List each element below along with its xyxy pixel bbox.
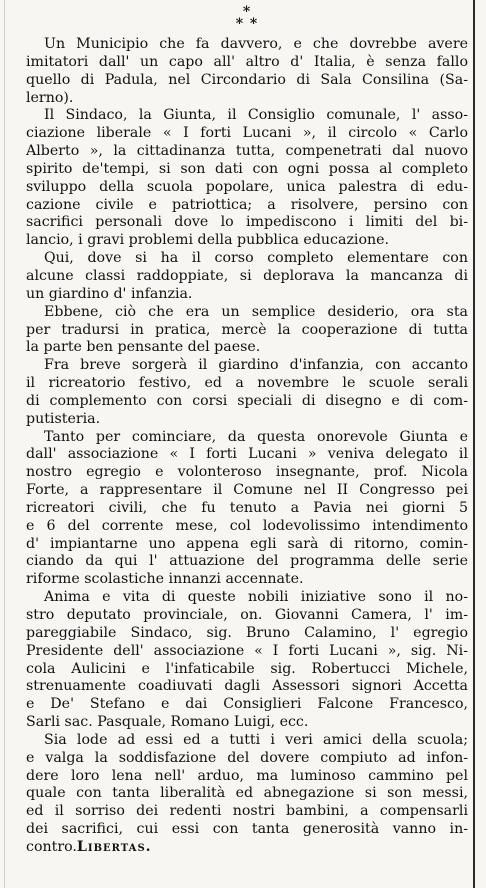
text-line: un giardino d' infanzia. xyxy=(26,285,193,302)
text-line: Sia lode ad essi ed a tutti i veri amici della scuola; xyxy=(44,731,468,748)
paragraph xyxy=(26,589,468,732)
column-rule xyxy=(473,0,475,888)
text-line: di complemento con corsi speciali di disegno e di com- xyxy=(26,392,468,409)
text-line: alcune classi raddoppiate, si deplorava la mancanza di xyxy=(26,267,468,284)
text-line: Un Municipio che fa davvero, e che dovrebbe avere xyxy=(44,36,468,52)
text-line: cazione civile e patriottica; a risolvere, persino con xyxy=(26,196,468,213)
text-line: ciando da qui l' attuazione del programma delle serie xyxy=(26,553,468,570)
paragraph xyxy=(26,304,468,358)
text-line: Sarli sac. Pasquale, Romano Luigi, ecc. xyxy=(26,714,309,731)
text-line: dei sacrifici, cui essi con tanta generosità vanno in- xyxy=(26,821,468,838)
text-line: Il Sindaco, la Giunta, il Consiglio comunale, l' asso- xyxy=(44,107,468,124)
text-line: Forte, a rappresentare il Comune nel II Congresso pei xyxy=(26,482,468,499)
closing-text: contro. xyxy=(26,838,77,855)
article-body xyxy=(26,36,468,857)
text-line: stro deputato provinciale, on. Giovanni Camera, l' im- xyxy=(26,607,468,623)
text-line: e De' Stefano e dai Consiglieri Falcone Francesco, xyxy=(26,696,468,713)
paragraph xyxy=(26,732,468,857)
text-line: Fra breve sorgerà il giardino d'infanzia, con accanto xyxy=(44,357,468,374)
text-line: Presidente dell' associazione « I forti Lucani », sig. Ni- xyxy=(26,642,468,659)
paragraph xyxy=(26,250,468,304)
text-line: Qui, dove si ha il corso completo elementare con xyxy=(44,250,468,267)
text-line: dall' associazione « I forti Lucani » veniva delegato il xyxy=(26,446,468,463)
text-line: nostro egregio e volonteroso insegnante, prof. Nicola xyxy=(26,464,468,481)
paragraph xyxy=(26,429,468,590)
text-line: lerno). xyxy=(26,89,74,106)
signature: Libertas. xyxy=(76,838,152,855)
text-line: riforme scolastiche innanzi accennate. xyxy=(26,571,304,588)
text-line: Alberto », la cittadinanza tutta, compenetrati dal nuovo xyxy=(26,143,468,160)
text-line: la parte ben pensante del paese. xyxy=(26,339,261,356)
text-line: imitatori dall' un capo all' altro d' Italia, è senza fallo xyxy=(26,53,468,70)
text-line: il ricreatorio festivo, ed a novembre le scuole serali xyxy=(26,375,468,392)
text-line: e 6 del corrente mese, col lodevolissimo intendimento xyxy=(26,517,468,534)
left-edge-line xyxy=(4,0,5,888)
paragraph xyxy=(26,36,468,107)
text-line: putisteria. xyxy=(26,410,101,427)
paragraph xyxy=(26,107,468,250)
text-line: sacrifici personali dove lo impediscono i limiti del bi- xyxy=(26,214,468,231)
text-line: strenuamente coadiuvati dagli Assessori signori Accetta xyxy=(26,678,468,695)
text-line: cola Aulicini e l'infaticabile sig. Robertucci Michele, xyxy=(26,660,468,677)
text-line: Tanto per cominciare, da questa onorevole Giunta e xyxy=(44,428,468,445)
paragraph xyxy=(26,357,468,428)
closing-line xyxy=(26,839,468,857)
text-line: Anima e vita di queste nobili iniziative sono il no- xyxy=(44,589,468,606)
text-line: lancio, i gravi problemi della pubblica educazione. xyxy=(26,232,390,249)
text-line: quale con tanta liberalità ed abnegazione si son messi, xyxy=(26,785,468,802)
text-line: quello di Padula, nel Circondario di Sala Consilina (Sa- xyxy=(26,71,468,88)
text-line: e valga la soddisfazione del dovere compiuto ad infon- xyxy=(26,749,468,766)
asterism-separator xyxy=(26,6,468,30)
text-line: ciazione liberale « I forti Lucani », il circolo « Carlo xyxy=(26,125,468,142)
text-line: per tradursi in pratica, mercè la cooperazione di tutta xyxy=(26,321,468,338)
text-line: dere loro lena nell' arduo, ma luminoso cammino pel xyxy=(26,767,468,784)
asterism-top: * xyxy=(242,4,252,20)
text-line: d' impiantarne uno appena egli sarà di ritorno, comin- xyxy=(26,535,468,552)
text-line: ricreatori civili, che fu tenuto a Pavia nei giorni 5 xyxy=(26,499,468,516)
text-line: ed il sorriso dei redenti nostri bambini, a compensarli xyxy=(26,803,468,820)
text-line: Ebbene, ciò che era un semplice desiderio, ora sta xyxy=(44,303,468,320)
text-line: sviluppo della scuola popolare, unica palestra di edu- xyxy=(26,178,468,195)
text-line: pareggiabile Sindaco, sig. Bruno Calamino, l' egregio xyxy=(26,624,468,641)
asterism-bottom: * * xyxy=(235,16,259,32)
text-line: spirito de'tempi, si son dati con ogni possa al completo xyxy=(26,160,468,177)
